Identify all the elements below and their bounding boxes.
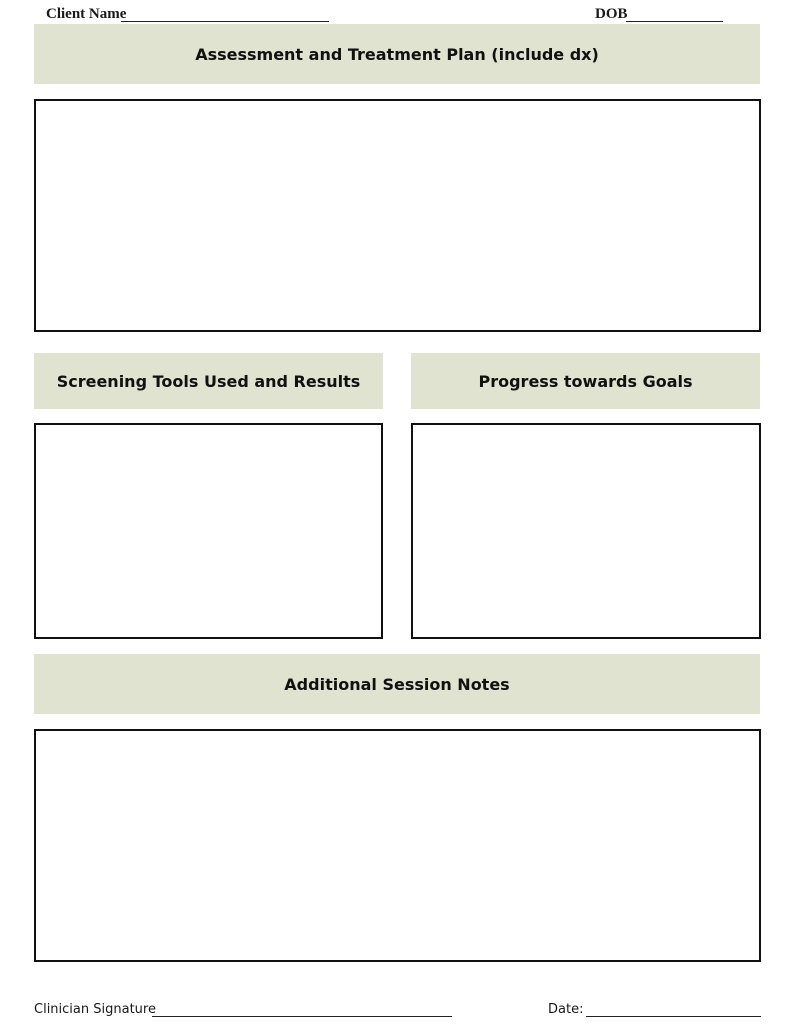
progress-title: Progress towards Goals (478, 371, 693, 391)
screening-header (34, 353, 383, 409)
assessment-header (34, 24, 760, 84)
screening-textbox[interactable] (34, 423, 383, 639)
clinician-signature-label: Clinician Signature (34, 1002, 156, 1017)
date-label: Date: (548, 1002, 584, 1017)
client-name-field[interactable] (121, 21, 329, 22)
notes-textbox[interactable] (34, 729, 761, 962)
assessment-textbox[interactable] (34, 99, 761, 332)
dob-label: DOB (595, 6, 628, 22)
screening-title: Screening Tools Used and Results (56, 371, 361, 391)
client-name-label: Client Name (46, 6, 127, 22)
dob-field[interactable] (626, 21, 723, 22)
progress-header (411, 353, 760, 409)
notes-title: Additional Session Notes (284, 674, 510, 694)
clinician-signature-field[interactable] (152, 1016, 452, 1017)
notes-header (34, 654, 760, 714)
progress-textbox[interactable] (411, 423, 761, 639)
assessment-title: Assessment and Treatment Plan (include dx) (195, 44, 599, 64)
date-field[interactable] (586, 1016, 761, 1017)
